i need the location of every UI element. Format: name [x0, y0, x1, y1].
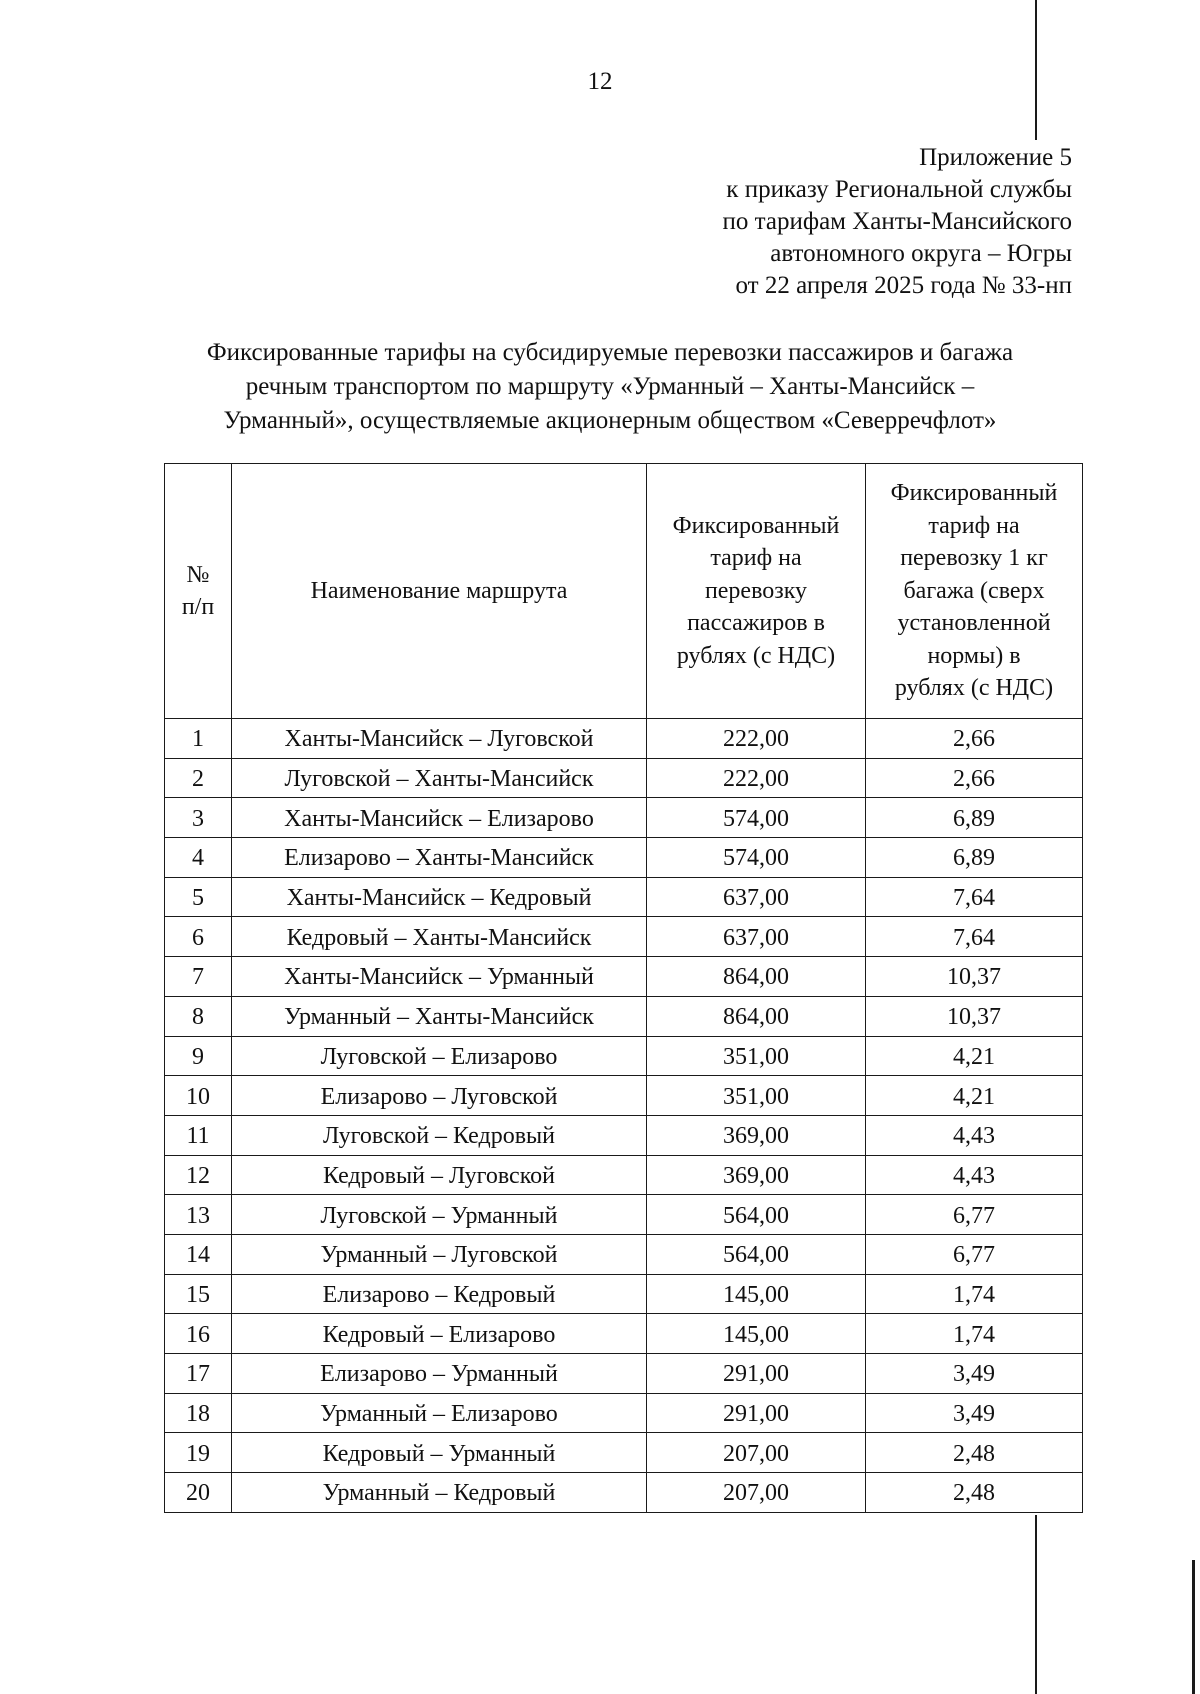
- cell-number: 19: [165, 1433, 232, 1473]
- cell-number: 13: [165, 1195, 232, 1235]
- cell-baggage-tariff: 2,66: [866, 719, 1083, 759]
- cell-passenger-tariff: 351,00: [647, 1076, 866, 1116]
- cell-number: 4: [165, 838, 232, 878]
- header-baggage-tariff: Фиксированный тариф на перевозку 1 кг багажа (сверх установленной нормы) в рублях (с НДС): [866, 464, 1083, 719]
- cell-number: 7: [165, 957, 232, 997]
- appendix-line: по тарифам Ханты-Мансийского: [722, 208, 1072, 235]
- cell-route: Кедровый – Луговской: [232, 1155, 647, 1195]
- table-row: [165, 1393, 1083, 1433]
- cell-route: Луговской – Урманный: [232, 1195, 647, 1235]
- appendix-line: к приказу Региональной службы: [726, 176, 1072, 203]
- cell-baggage-tariff: 1,74: [866, 1314, 1083, 1354]
- cell-route: Луговской – Елизарово: [232, 1036, 647, 1076]
- table-row: [165, 917, 1083, 957]
- table-row: [165, 798, 1083, 838]
- cell-number: 1: [165, 719, 232, 759]
- cell-baggage-tariff: 4,43: [866, 1115, 1083, 1155]
- cell-baggage-tariff: 4,43: [866, 1155, 1083, 1195]
- cell-passenger-tariff: 574,00: [647, 798, 866, 838]
- cell-passenger-tariff: 564,00: [647, 1234, 866, 1274]
- table-row: [165, 1036, 1083, 1076]
- tariff-table: [164, 463, 1083, 1513]
- cell-passenger-tariff: 222,00: [647, 719, 866, 759]
- table-row: [165, 1354, 1083, 1394]
- appendix-line: автономного округа – Югры: [770, 240, 1072, 267]
- cell-baggage-tariff: 4,21: [866, 1076, 1083, 1116]
- cell-number: 10: [165, 1076, 232, 1116]
- cell-number: 6: [165, 917, 232, 957]
- cell-baggage-tariff: 10,37: [866, 996, 1083, 1036]
- cell-route: Кедровый – Ханты-Мансийск: [232, 917, 647, 957]
- scan-margin-line: [1192, 1560, 1195, 1694]
- cell-number: 8: [165, 996, 232, 1036]
- cell-number: 20: [165, 1473, 232, 1513]
- cell-baggage-tariff: 6,77: [866, 1234, 1083, 1274]
- title-line: Фиксированные тарифы на субсидируемые перевозки пассажиров и багажа: [206, 339, 1014, 366]
- table-body: [165, 719, 1083, 1513]
- cell-number: 15: [165, 1274, 232, 1314]
- cell-number: 16: [165, 1314, 232, 1354]
- table-row: [165, 1115, 1083, 1155]
- cell-route: Ханты-Мансийск – Кедровый: [232, 877, 647, 917]
- cell-number: 12: [165, 1155, 232, 1195]
- cell-baggage-tariff: 6,89: [866, 798, 1083, 838]
- cell-route: Урманный – Ханты-Мансийск: [232, 996, 647, 1036]
- cell-number: 5: [165, 877, 232, 917]
- cell-passenger-tariff: 222,00: [647, 758, 866, 798]
- cell-passenger-tariff: 291,00: [647, 1354, 866, 1394]
- cell-route: Ханты-Мансийск – Урманный: [232, 957, 647, 997]
- cell-passenger-tariff: 637,00: [647, 917, 866, 957]
- cell-route: Ханты-Мансийск – Луговской: [232, 719, 647, 759]
- cell-route: Урманный – Луговской: [232, 1234, 647, 1274]
- document-title: [130, 336, 1090, 438]
- appendix-line: Приложение 5: [919, 144, 1072, 171]
- table-row: [165, 877, 1083, 917]
- cell-route: Елизарово – Урманный: [232, 1354, 647, 1394]
- table-row: [165, 1195, 1083, 1235]
- table-row: [165, 1473, 1083, 1513]
- cell-number: 3: [165, 798, 232, 838]
- cell-baggage-tariff: 10,37: [866, 957, 1083, 997]
- cell-passenger-tariff: 351,00: [647, 1036, 866, 1076]
- table-row: [165, 1274, 1083, 1314]
- table-row: [165, 838, 1083, 878]
- cell-passenger-tariff: 564,00: [647, 1195, 866, 1235]
- table-row: [165, 758, 1083, 798]
- cell-baggage-tariff: 1,74: [866, 1274, 1083, 1314]
- cell-route: Елизарово – Кедровый: [232, 1274, 647, 1314]
- cell-route: Урманный – Кедровый: [232, 1473, 647, 1513]
- cell-number: 9: [165, 1036, 232, 1076]
- title-line: Урманный», осуществляемые акционерным обществом «Северречфлот»: [223, 407, 997, 434]
- table-row: [165, 1155, 1083, 1195]
- table-row: [165, 1433, 1083, 1473]
- cell-baggage-tariff: 2,48: [866, 1433, 1083, 1473]
- page-number: 12: [587, 68, 613, 95]
- cell-passenger-tariff: 864,00: [647, 957, 866, 997]
- cell-passenger-tariff: 145,00: [647, 1274, 866, 1314]
- cell-route: Луговской – Кедровый: [232, 1115, 647, 1155]
- cell-passenger-tariff: 145,00: [647, 1314, 866, 1354]
- cell-route: Кедровый – Елизарово: [232, 1314, 647, 1354]
- cell-route: Кедровый – Урманный: [232, 1433, 647, 1473]
- cell-route: Елизарово – Ханты-Мансийск: [232, 838, 647, 878]
- header-number: № п/п: [165, 464, 232, 719]
- cell-route: Ханты-Мансийск – Елизарово: [232, 798, 647, 838]
- appendix-block: [723, 142, 1072, 302]
- cell-baggage-tariff: 7,64: [866, 877, 1083, 917]
- cell-number: 14: [165, 1234, 232, 1274]
- cell-baggage-tariff: 3,49: [866, 1393, 1083, 1433]
- cell-baggage-tariff: 3,49: [866, 1354, 1083, 1394]
- cell-passenger-tariff: 369,00: [647, 1115, 866, 1155]
- header-passenger-tariff: Фиксированный тариф на перевозку пассажиров в рублях (с НДС): [647, 464, 866, 719]
- table-row: [165, 1314, 1083, 1354]
- table-row: [165, 957, 1083, 997]
- cell-route: Урманный – Елизарово: [232, 1393, 647, 1433]
- cell-passenger-tariff: 637,00: [647, 877, 866, 917]
- cell-number: 11: [165, 1115, 232, 1155]
- table-row: [165, 1234, 1083, 1274]
- cell-route: Луговской – Ханты-Мансийск: [232, 758, 647, 798]
- table-header-row: [165, 464, 1083, 719]
- cell-route: Елизарово – Луговской: [232, 1076, 647, 1116]
- appendix-line: от 22 апреля 2025 года № 33-нп: [735, 272, 1072, 299]
- cell-passenger-tariff: 291,00: [647, 1393, 866, 1433]
- table-row: [165, 996, 1083, 1036]
- cell-passenger-tariff: 207,00: [647, 1473, 866, 1513]
- cell-baggage-tariff: 2,66: [866, 758, 1083, 798]
- scan-margin-line: [1035, 1515, 1037, 1694]
- cell-baggage-tariff: 6,89: [866, 838, 1083, 878]
- table-row: [165, 1076, 1083, 1116]
- scan-margin-line: [1035, 0, 1037, 140]
- cell-number: 17: [165, 1354, 232, 1394]
- cell-passenger-tariff: 864,00: [647, 996, 866, 1036]
- cell-passenger-tariff: 207,00: [647, 1433, 866, 1473]
- cell-baggage-tariff: 6,77: [866, 1195, 1083, 1235]
- cell-passenger-tariff: 574,00: [647, 838, 866, 878]
- cell-number: 2: [165, 758, 232, 798]
- table-row: [165, 719, 1083, 759]
- cell-baggage-tariff: 2,48: [866, 1473, 1083, 1513]
- cell-baggage-tariff: 4,21: [866, 1036, 1083, 1076]
- cell-passenger-tariff: 369,00: [647, 1155, 866, 1195]
- header-route: Наименование маршрута: [232, 464, 647, 719]
- cell-number: 18: [165, 1393, 232, 1433]
- title-line: речным транспортом по маршруту «Урманный – Ханты-Мансийск –: [245, 373, 975, 400]
- cell-baggage-tariff: 7,64: [866, 917, 1083, 957]
